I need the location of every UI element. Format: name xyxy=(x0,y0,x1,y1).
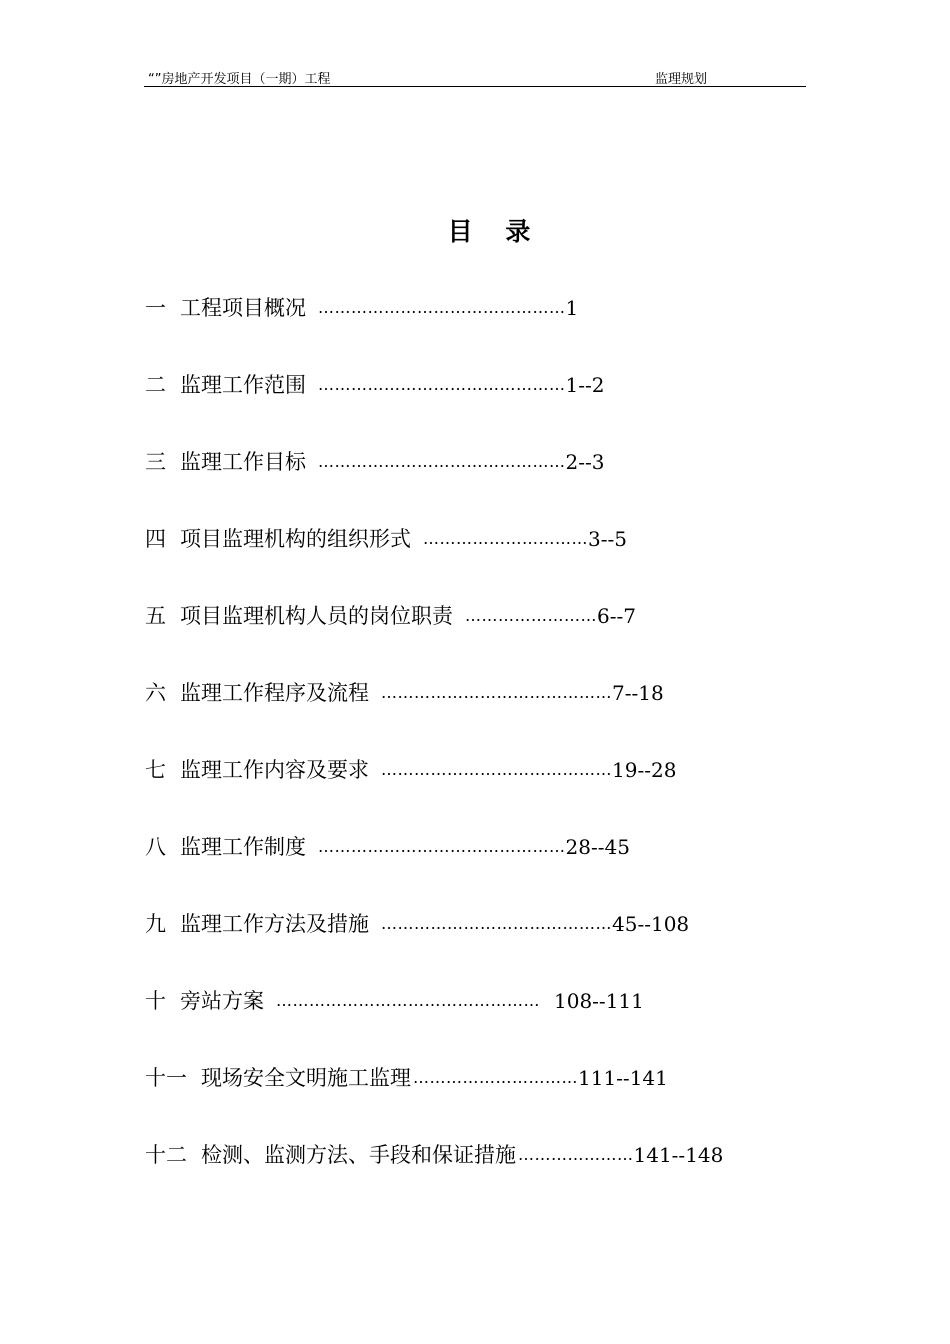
toc-entry-title: 监理工作范围 xyxy=(180,373,306,397)
toc-entry-title: 工程项目概况 xyxy=(180,296,306,320)
toc-dot-leader: ………………………… xyxy=(423,529,588,548)
toc-dot-leader: …………………………………… xyxy=(381,914,612,933)
toc-title: 目 录 xyxy=(447,217,543,246)
toc-entry-page: 1--2 xyxy=(565,373,605,397)
toc-entry-title: 检测、监测方法、手段和保证措施 xyxy=(201,1143,516,1167)
toc-entry-10[interactable] xyxy=(145,986,644,1016)
toc-entry-2[interactable] xyxy=(145,370,604,400)
toc-entry-title: 现场安全文明施工监理 xyxy=(201,1066,411,1090)
toc-dot-leader: ……………………………………… xyxy=(318,837,566,856)
toc-entry-page: 111--141 xyxy=(578,1066,668,1090)
toc-entry-number: 十一 xyxy=(145,1066,187,1090)
toc-entry-page: 6--7 xyxy=(597,604,636,628)
toc-entry-4[interactable] xyxy=(145,524,627,554)
toc-dot-leader: ……………………………………… xyxy=(318,375,566,394)
toc-dot-leader: ………………………………………… xyxy=(276,991,540,1010)
toc-dot-leader: …………………………………… xyxy=(381,683,612,702)
toc-entry-6[interactable] xyxy=(145,678,664,708)
toc-entry-page: 3--5 xyxy=(588,527,627,551)
page-header xyxy=(144,66,806,87)
toc-entry-7[interactable] xyxy=(145,755,676,785)
toc-dot-leader: ……………………………………… xyxy=(318,452,566,471)
toc-entry-number: 十二 xyxy=(145,1143,187,1167)
toc-entry-number: 四 xyxy=(145,527,166,551)
toc-entry-page: 2--3 xyxy=(565,450,605,474)
toc-dot-leader: ………………………… xyxy=(413,1068,578,1087)
toc-entry-page: 19--28 xyxy=(612,758,677,782)
toc-entry-page: 141--148 xyxy=(633,1143,724,1167)
toc-entry-3[interactable] xyxy=(145,447,604,477)
toc-entry-title: 监理工作目标 xyxy=(180,450,306,474)
toc-entry-11[interactable] xyxy=(145,1063,668,1093)
toc-entry-number: 八 xyxy=(145,835,166,859)
toc-entry-title: 监理工作内容及要求 xyxy=(180,758,369,782)
toc-entry-page: 1 xyxy=(565,296,579,320)
toc-dot-leader: ………………… xyxy=(518,1145,634,1164)
toc-entry-number: 十 xyxy=(145,989,166,1013)
toc-entry-5[interactable] xyxy=(145,601,636,631)
toc-entry-title: 项目监理机构的组织形式 xyxy=(180,527,411,551)
toc-dot-leader: …………………………………… xyxy=(381,760,612,779)
toc-dot-leader: …………………… xyxy=(465,606,597,625)
toc-entry-number: 六 xyxy=(145,681,166,705)
toc-entry-title: 监理工作制度 xyxy=(180,835,306,859)
toc-entry-page: 45--108 xyxy=(612,912,690,936)
toc-entry-title: 项目监理机构人员的岗位职责 xyxy=(180,604,453,628)
toc-entry-number: 二 xyxy=(145,373,166,397)
toc-entry-page: 108--111 xyxy=(554,989,644,1013)
toc-entry-1[interactable] xyxy=(145,293,578,323)
header-project-name: “”房地产开发项目（一期）工程 xyxy=(148,72,331,87)
toc-entry-12[interactable] xyxy=(145,1140,723,1170)
toc-entry-number: 九 xyxy=(145,912,166,936)
toc-entry-page: 28--45 xyxy=(565,835,630,859)
header-document-type: 监理规划 xyxy=(655,72,708,87)
toc-entry-8[interactable] xyxy=(145,832,630,862)
toc-entry-title: 旁站方案 xyxy=(180,989,264,1013)
toc-entry-number: 七 xyxy=(145,758,166,782)
toc-dot-leader: ……………………………………… xyxy=(318,298,566,317)
toc-entry-title: 监理工作程序及流程 xyxy=(180,681,369,705)
toc-entry-number: 五 xyxy=(145,604,166,628)
toc-entry-number: 三 xyxy=(145,450,166,474)
toc-entry-number: 一 xyxy=(145,296,166,320)
toc-entry-page: 7--18 xyxy=(612,681,664,705)
toc-entry-9[interactable] xyxy=(145,909,689,939)
toc-entry-title: 监理工作方法及措施 xyxy=(180,912,369,936)
